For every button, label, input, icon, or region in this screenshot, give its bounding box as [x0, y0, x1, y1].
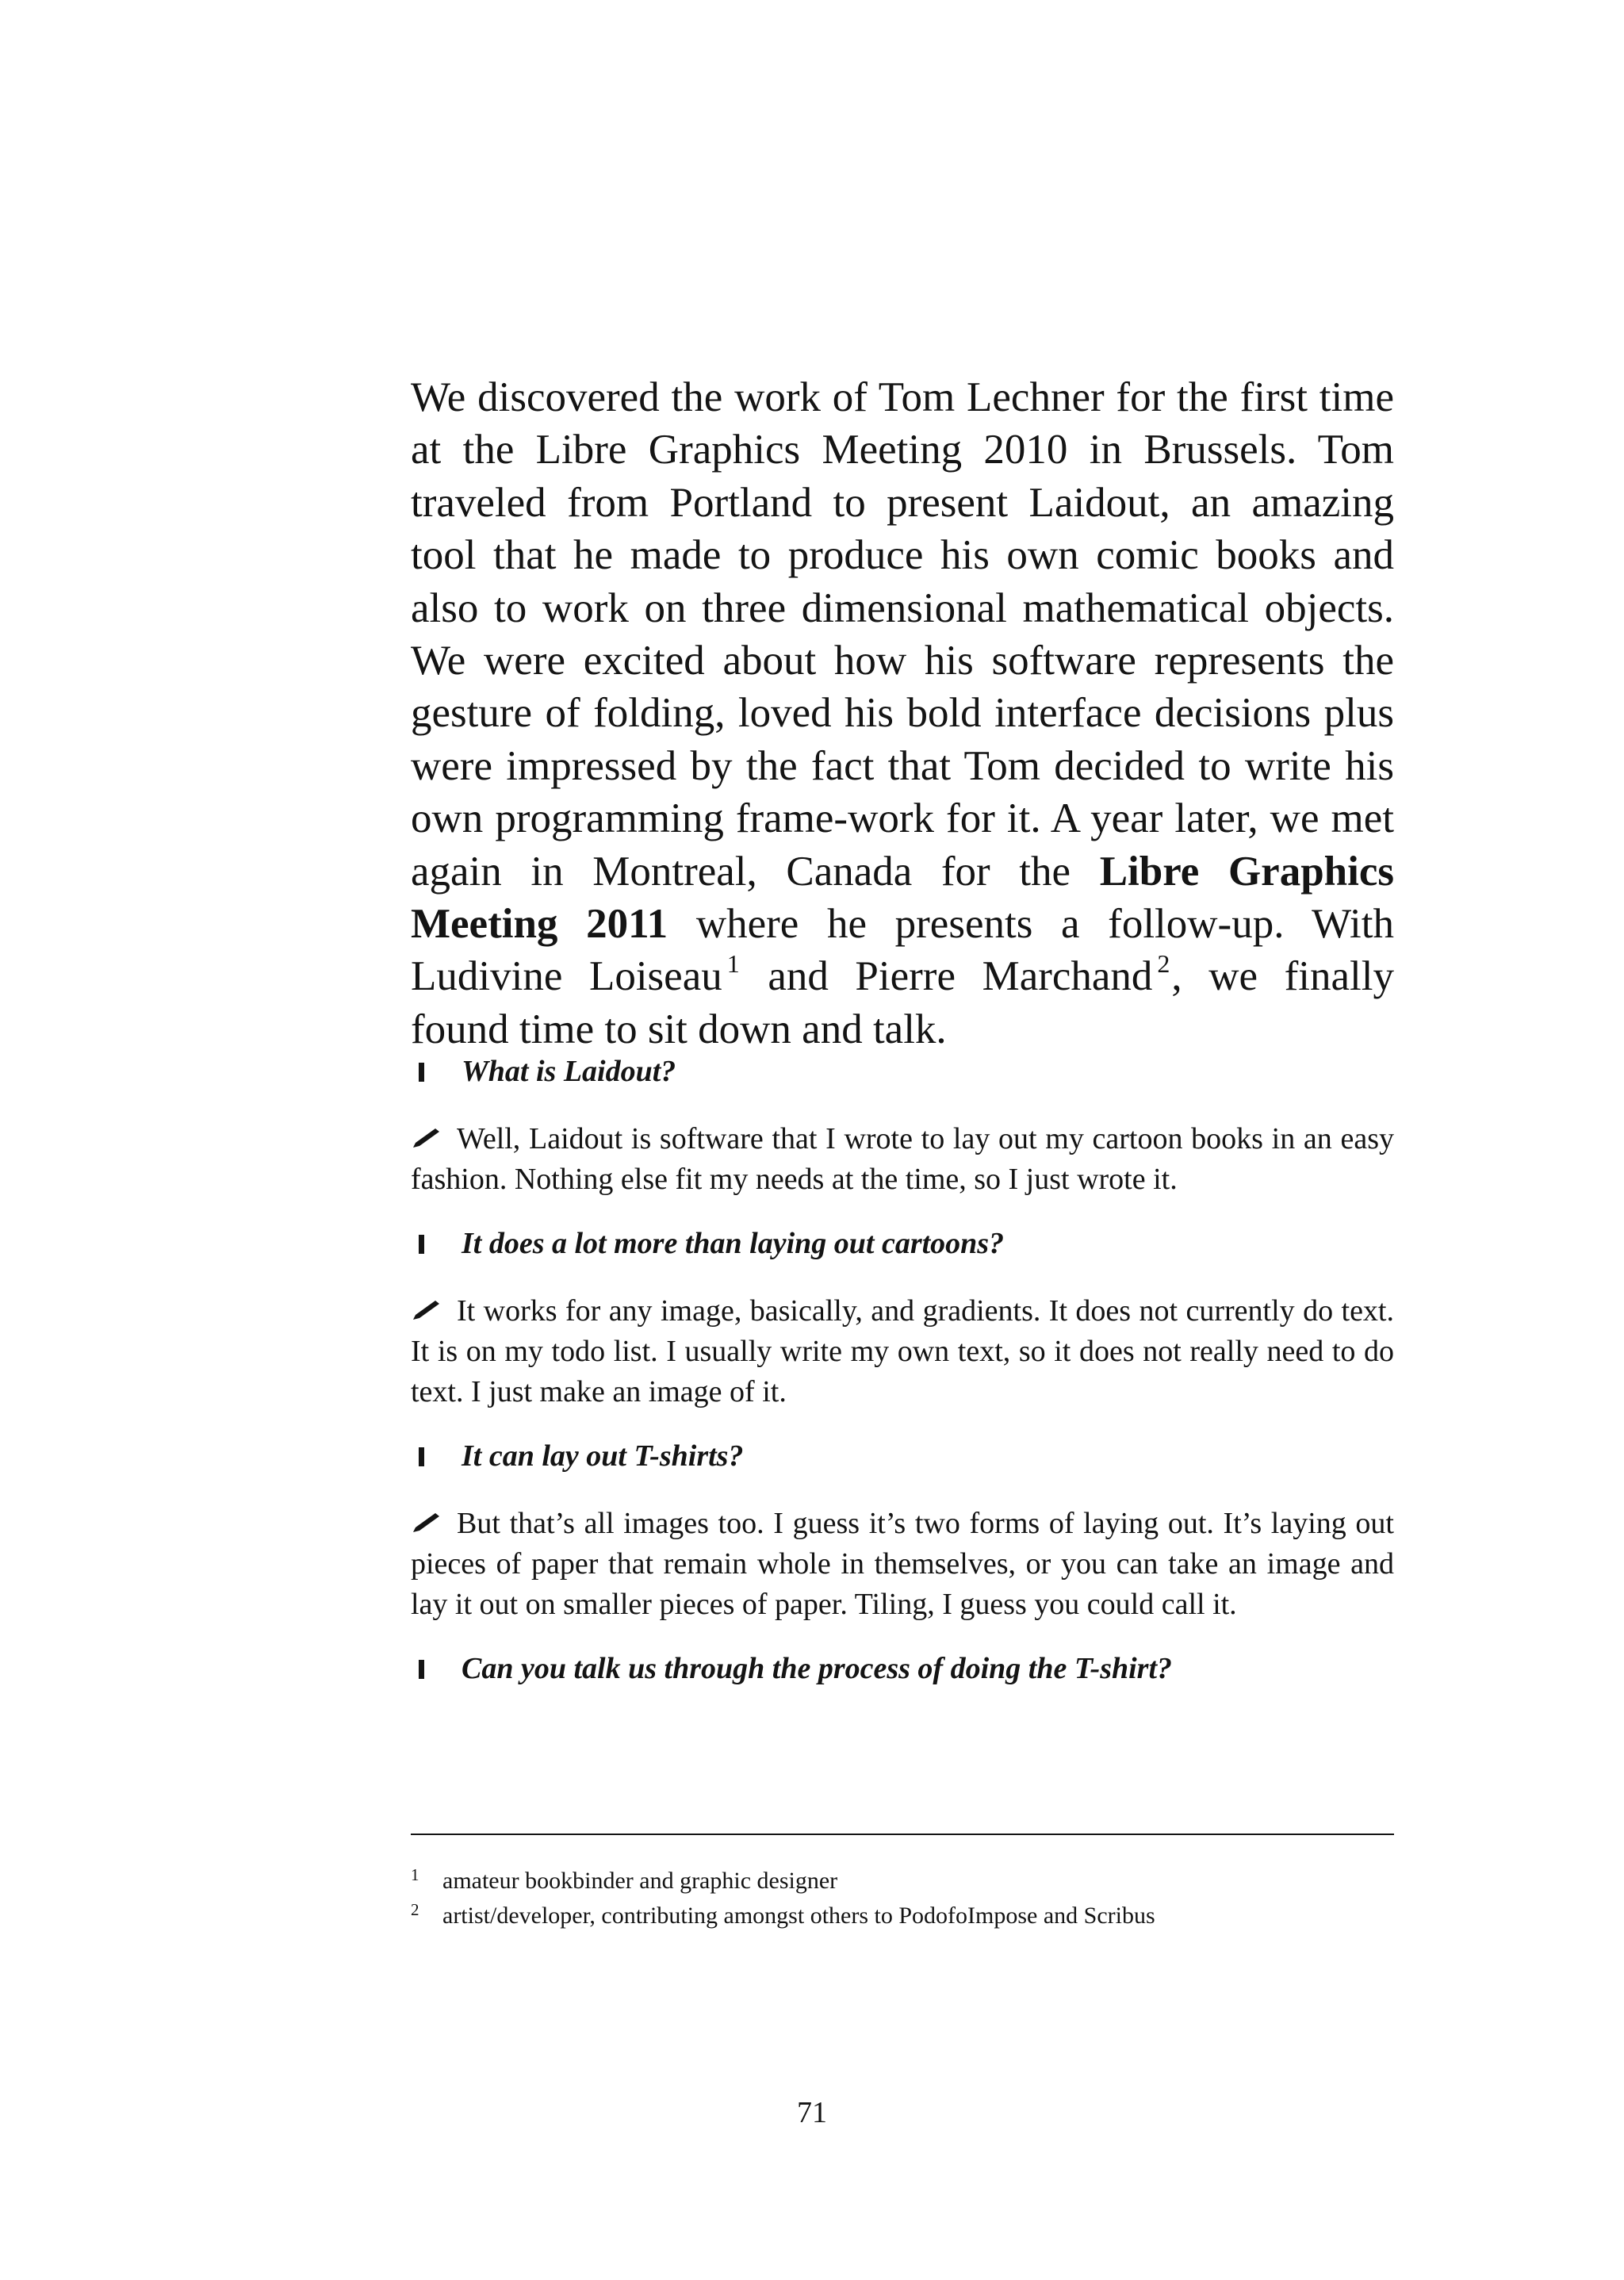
intro-text: [411, 371, 1394, 1056]
footnotes: [411, 1864, 1394, 1933]
intro-bold-event: Libre Graphics Meeting 2011: [411, 848, 1395, 948]
footnote-text: amateur bookbinder and graphic designer: [442, 1868, 838, 1894]
qa-item: [411, 1052, 1394, 1200]
interview-question: [411, 1052, 1394, 1092]
vertical-bar-icon: [419, 1660, 424, 1679]
footnote-ref-1: 1: [726, 949, 740, 979]
question-text: It can lay out T-shirts?: [462, 1439, 744, 1473]
footnote-number: 1: [411, 1865, 419, 1884]
interview-answer: [411, 1504, 1394, 1625]
interview-answer: [411, 1119, 1394, 1200]
pen-icon: [411, 1298, 442, 1322]
qa-item: [411, 1224, 1394, 1412]
vertical-bar-icon: [419, 1235, 424, 1254]
vertical-bar-icon: [419, 1063, 424, 1082]
footnote-divider: [411, 1834, 1394, 1835]
page-number: 71: [797, 2096, 827, 2129]
interview-question: [411, 1224, 1394, 1264]
footnote-ref-2: 2: [1157, 949, 1170, 979]
question-text: What is Laidout?: [462, 1055, 676, 1088]
interview-question: [411, 1436, 1394, 1477]
qa-item: [411, 1649, 1394, 1689]
intro-text-part1: We discovered the work of Tom Lechner for the first time at the Libre Graphics Meeting 2010 in Brussels. Tom traveled from Portland to present Laidout, an amazing tool that he made to produce his own comic books and also to work on three dimensional mathematical objects. We were excited about how his software represents the gesture of folding, loved his bold interface decisions plus were impressed by the fact that Tom decided to write his own programming frame-work for it. A year later, we met again in Montreal, Canada for the: [411, 374, 1394, 895]
qa-item: [411, 1436, 1394, 1625]
interview-answer: [411, 1291, 1394, 1412]
footnote-text: artist/developer, contributing amongst others to PodofoImpose and Scribus: [442, 1903, 1155, 1929]
intro-text-part2: where he presents a follow-up. With Ludivine Loiseau: [411, 901, 1395, 1000]
footnote-item: [411, 1899, 1394, 1933]
question-text: It does a lot more than laying out cartoons?: [462, 1227, 1005, 1260]
intro-text-part4: , we finally found time to sit down and talk.: [411, 953, 1395, 1052]
vertical-bar-icon: [419, 1447, 424, 1466]
intro-paragraph: [411, 371, 1394, 1056]
interview-question: [411, 1649, 1394, 1689]
footnote-item: [411, 1864, 1394, 1899]
footnote-number: 2: [411, 1900, 419, 1919]
interview-section: [411, 1052, 1394, 1689]
intro-text-part3: and Pierre Marchand: [768, 953, 1153, 1000]
pen-icon: [411, 1126, 442, 1150]
answer-text: It works for any image, basically, and gradients. It does not currently do text. It is on my todo list. I usually write my own text, so it does not really need to do text. I just make an image of it.: [411, 1294, 1394, 1408]
pen-icon: [411, 1511, 442, 1535]
answer-text: But that’s all images too. I guess it’s two forms of laying out. It’s laying out pieces of paper that remain whole in themselves, or you can take an image and lay it out on smaller pieces of paper. Tiling, I guess you could call it.: [411, 1507, 1394, 1621]
question-text: Can you talk us through the process of doing the T-shirt?: [462, 1652, 1173, 1685]
answer-text: Well, Laidout is software that I wrote to lay out my cartoon books in an easy fashion. Nothing else fit my needs at the time, so I just wrote it.: [411, 1122, 1394, 1196]
